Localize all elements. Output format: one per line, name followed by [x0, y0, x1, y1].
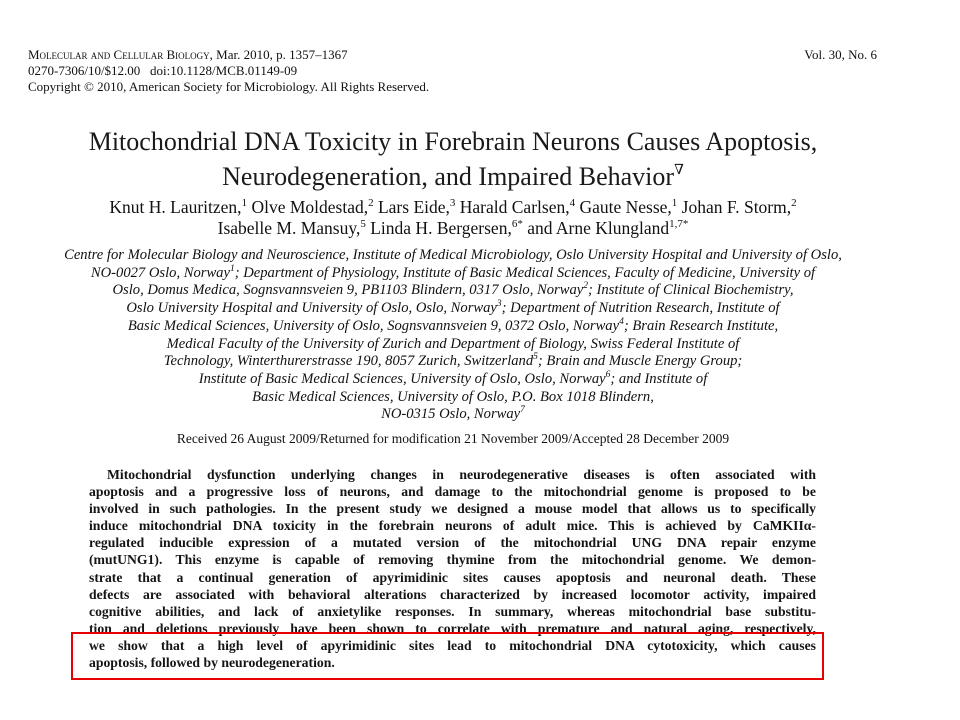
affiliation-text: Technology, Winterthurerstrasse 190, 8057 Zurich, Switzerland: [163, 353, 534, 370]
abstract-line: Mitochondrial dysfunction underlying changes in neurodegenerative diseases is often associated with: [107, 467, 816, 482]
affiliation-text: ; Department of Physiology, Institute of Basic Medical Sciences, Faculty of Medicine, University of: [234, 264, 816, 281]
affiliation-text: ; Institute of Clinical Biochemistry,: [587, 282, 794, 299]
author-affil-ref: 1: [671, 197, 678, 209]
editorial-marker-icon: ∇: [674, 163, 684, 178]
abstract-line: involved in such pathologies. In the present study we designed a mouse model that allows us to specifically: [89, 501, 816, 517]
author-name: and Arne Klungland: [522, 218, 670, 238]
affiliation-ref: 5: [533, 352, 538, 363]
affiliations-block: [0, 247, 906, 424]
author-name: Knut H. Lauritzen,: [109, 197, 242, 217]
affiliation-line: [0, 265, 906, 283]
affiliation-line: [0, 300, 906, 318]
affiliation-line: Basic Medical Sciences, University of Oslo, P.O. Box 1018 Blindern,: [252, 388, 654, 405]
author-affil-ref: 1: [241, 197, 248, 209]
affiliation-line: [0, 282, 906, 300]
affiliation-line: [0, 353, 906, 371]
copyright-line: Copyright © 2010, American Society for Microbiology. All Rights Reserved.: [28, 79, 430, 94]
abstract-line: tion and deletions previously have been shown to correlate with premature and natural aging, respectively,: [89, 620, 816, 636]
abstract-line: induce mitochondrial DNA toxicity in the forebrain neurons of adult mice. This is achieved by CaMKIIα-: [89, 518, 816, 534]
affiliation-text: NO-0315 Oslo, Norway: [381, 406, 521, 423]
abstract-line: defects are associated with behavioral alterations characterized by increased locomotor activity, impaired: [89, 586, 816, 602]
affiliation-ref: 7: [520, 405, 525, 416]
affiliation-text: Oslo University Hospital and University of Oslo, Oslo, Norway: [126, 300, 497, 317]
affiliation-ref: 2: [583, 281, 588, 292]
abstract-line: apoptosis and a progressive loss of neurons, and damage to the mitochondrial genome is proposed to be: [89, 484, 816, 500]
author-name: Harald Carlsen,: [455, 197, 570, 217]
affiliation-text: ; Brain and Muscle Energy Group;: [537, 353, 743, 370]
volume-label: Vol. 30, No. 6: [804, 47, 877, 62]
title-line-1: Mitochondrial DNA Toxicity in Forebrain Neurons Causes Apoptosis,: [88, 127, 818, 156]
author-affil-ref: 4: [569, 197, 576, 209]
abstract-line: apoptosis, followed by neurodegeneration.: [89, 655, 335, 671]
affiliation-text: NO-0027 Oslo, Norway: [90, 264, 230, 281]
abstract-line: (mutUNG1). This enzyme is capable of removing thymine from the mitochondrial genome. We demon-: [89, 552, 816, 568]
affiliation-ref: 6: [605, 369, 611, 380]
author-name: Johan F. Storm,: [677, 197, 792, 217]
received-dates: Received 26 August 2009/Returned for modification 21 November 2009/Accepted 28 December 2009: [176, 431, 730, 446]
abstract-line: we show that a high level of apyrimidinic sites lead to mitochondrial DNA cytotoxicity, which causes: [89, 637, 816, 653]
author-affil-ref: 1,7*: [669, 218, 689, 230]
author-affil-ref: 5: [360, 218, 366, 230]
author-name: Gaute Nesse,: [575, 197, 672, 217]
title-line-2-text: Neurodegeneration, and Impaired Behavior: [222, 162, 675, 191]
journal-header: [28, 47, 588, 95]
issue-date: , Mar. 2010, p. 1357–1367: [209, 47, 348, 62]
abstract: [89, 466, 816, 671]
author-name: Linda H. Bergersen,: [365, 218, 512, 238]
author-affil-ref: 2: [791, 197, 797, 209]
affiliation-ref: 4: [619, 316, 624, 327]
author-line-2: [0, 218, 906, 239]
article-title: [0, 127, 906, 191]
abstract-line: cognitive abilities, and lack of anxietylike responses. In summary, whereas mitochondrial base substitu-: [89, 603, 816, 619]
affiliation-ref: 3: [496, 299, 502, 310]
journal-name: Molecular and Cellular Biology: [28, 47, 210, 62]
author-name: Lars Eide,: [373, 197, 450, 217]
author-name: Olve Moldestad,: [247, 197, 369, 217]
author-name: Isabelle M. Mansuy,: [217, 218, 361, 238]
affiliation-ref: 1: [229, 263, 235, 274]
author-line-1: [0, 197, 906, 218]
affiliation-text: ; Department of Nutrition Research, Institute of: [501, 300, 780, 317]
affiliation-line: Medical Faculty of the University of Zurich and Department of Biology, Swiss Federal Institute of: [166, 335, 740, 352]
author-affil-ref: 3: [449, 197, 456, 209]
affiliation-line: [0, 371, 906, 389]
abstract-line: strate that a continual generation of apyrimidinic sites causes apoptosis and neuronal death. These: [89, 569, 816, 585]
abstract-line: regulated inducible expression of a mutated version of the mitochondrial UNG DNA repair enzyme: [89, 535, 816, 551]
author-affil-ref: 6*: [511, 218, 523, 230]
affiliation-text: Institute of Basic Medical Sciences, University of Oslo, Oslo, Norway: [198, 370, 606, 387]
author-list: [0, 197, 906, 239]
author-affil-ref: 2: [368, 197, 374, 209]
journal-citation-line: [28, 47, 588, 63]
affiliation-line: Centre for Molecular Biology and Neuroscience, Institute of Medical Microbiology, Oslo University Hospital and University of Oslo,: [64, 247, 842, 263]
affiliation-line: [0, 318, 906, 336]
affiliation-line: [0, 406, 906, 424]
affiliation-text: Oslo, Domus Medica, Sognsvannsveien 9, PB1103 Blindern, 0317 Oslo, Norway: [112, 282, 584, 299]
affiliation-text: ; Brain Research Institute,: [623, 317, 779, 334]
issn-doi-line: 0270-7306/10/$12.00 doi:10.1128/MCB.01149-09: [28, 63, 298, 78]
affiliation-text: ; and Institute of: [610, 370, 708, 387]
title-line-2: [0, 156, 906, 191]
affiliation-text: Basic Medical Sciences, University of Oslo, Sognsvannsveien 9, 0372 Oslo, Norway: [127, 317, 620, 334]
